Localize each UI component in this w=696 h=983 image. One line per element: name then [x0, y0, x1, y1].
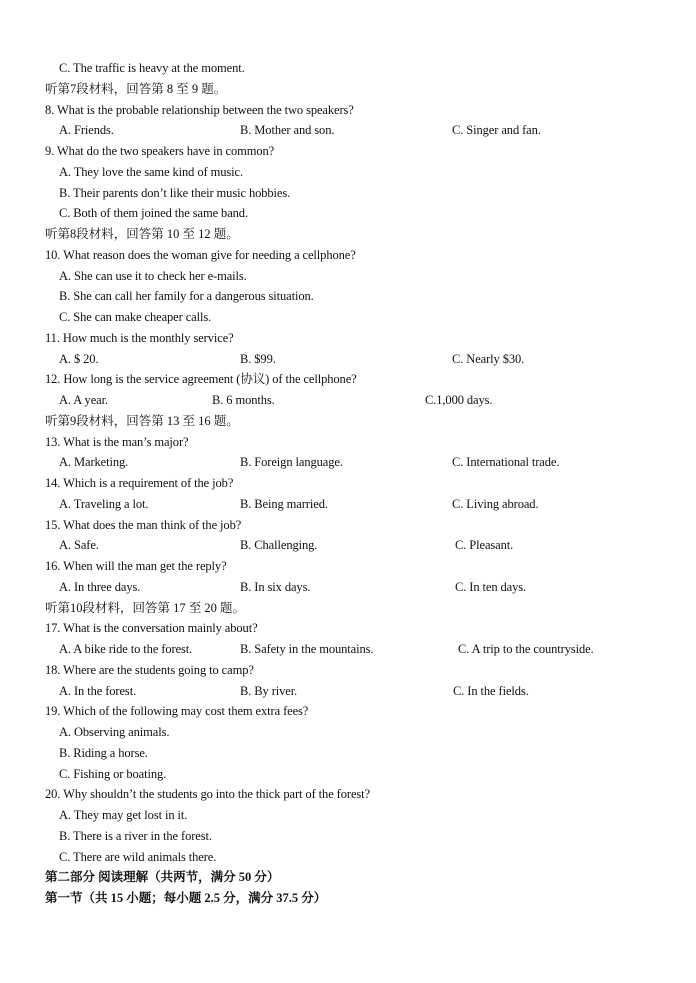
question-text: 11. How much is the monthly service? [45, 330, 234, 345]
answer-option: C. The traffic is heavy at the moment. [59, 61, 245, 75]
option-line [0, 266, 696, 287]
question-text: 12. How long is the service agreement (协议) of the cellphone? [45, 372, 357, 387]
answer-option: A. In the forest. [59, 683, 137, 698]
option-row [0, 120, 696, 141]
option-row [0, 639, 696, 660]
option-line [0, 162, 696, 183]
option-line [0, 764, 696, 785]
instruction-text: 听第7段材料，回答第 8 至 9 题。 [45, 81, 227, 96]
part-heading [0, 888, 696, 909]
answer-option: C. International trade. [452, 455, 560, 470]
answer-option: C. Pleasant. [455, 538, 514, 553]
option-line [0, 722, 696, 743]
answer-option: B. Being married. [240, 496, 328, 511]
answer-option: B. She can call her family for a dangerous situation. [59, 289, 314, 304]
option-line [0, 307, 696, 328]
option-line [0, 58, 696, 79]
instruction-text: 听第9段材料，回答第 13 至 16 题。 [45, 413, 239, 428]
answer-option: B. Riding a horse. [59, 745, 148, 760]
answer-option: B. Safety in the mountains. [240, 642, 374, 656]
answer-option: C. Fishing or boating. [59, 766, 167, 781]
answer-option: C. In ten days. [455, 579, 527, 594]
question-text: 9. What do the two speakers have in common? [45, 144, 275, 158]
question-line [0, 515, 696, 536]
answer-option: A. A year. [59, 393, 108, 407]
question-line [0, 618, 696, 639]
instruction-text: 听第10段材料，回答第 17 至 20 题。 [45, 600, 246, 615]
answer-option: A. $ 20. [59, 351, 99, 366]
answer-option: B. $99. [240, 351, 276, 366]
answer-option: C. A trip to the countryside. [458, 642, 594, 656]
answer-option: A. Traveling a lot. [59, 496, 149, 511]
answer-option: B. Their parents don’t like their music hobbies. [59, 185, 291, 200]
question-text: 20. Why shouldn’t the students go into the thick part of the forest? [45, 787, 370, 802]
option-line [0, 847, 696, 868]
section-instruction [0, 224, 696, 245]
option-row [0, 681, 696, 702]
question-line [0, 432, 696, 453]
option-row [0, 349, 696, 370]
answer-option: B. Challenging. [240, 538, 318, 553]
answer-option: B. By river. [240, 683, 298, 698]
section-instruction [0, 598, 696, 619]
answer-option: A. They love the same kind of music. [59, 164, 243, 179]
instruction-text: 听第8段材料，回答第 10 至 12 题。 [45, 227, 239, 241]
question-text: 13. What is the man’s major? [45, 434, 189, 449]
part-heading [0, 867, 696, 888]
answer-option: B. In six days. [240, 579, 311, 594]
option-row [0, 494, 696, 515]
option-line [0, 286, 696, 307]
question-text: 19. Which of the following may cost them extra fees? [45, 704, 309, 719]
answer-option: A. A bike ride to the forest. [59, 642, 193, 656]
question-line [0, 473, 696, 494]
question-line [0, 328, 696, 349]
answer-option: C.1,000 days. [425, 393, 493, 407]
answer-option: A. Observing animals. [59, 725, 170, 739]
question-line [0, 784, 696, 805]
question-text: 16. When will the man get the reply? [45, 559, 227, 573]
section-instruction [0, 79, 696, 100]
question-line [0, 369, 696, 390]
option-line [0, 826, 696, 847]
answer-option: A. She can use it to check her e-mails. [59, 268, 247, 283]
question-line [0, 100, 696, 121]
option-line [0, 203, 696, 224]
question-line [0, 660, 696, 681]
answer-option: A. They may get lost in it. [59, 808, 188, 822]
question-line [0, 245, 696, 266]
question-text: 10. What reason does the woman give for needing a cellphone? [45, 247, 356, 262]
answer-option: C. Both of them joined the same band. [59, 206, 248, 221]
option-row [0, 390, 696, 411]
option-row [0, 535, 696, 556]
section-instruction [0, 411, 696, 432]
answer-option: C. In the fields. [453, 683, 529, 698]
question-text: 18. Where are the students going to camp? [45, 662, 254, 677]
heading-text: 第二部分 阅读理解（共两节，满分 50 分） [45, 870, 280, 885]
option-row [0, 452, 696, 473]
answer-option: B. There is a river in the forest. [59, 828, 212, 843]
answer-option: C. Living abroad. [452, 496, 539, 511]
answer-option: A. In three days. [59, 579, 141, 594]
option-row [0, 577, 696, 598]
answer-option: B. Mother and son. [240, 123, 335, 138]
answer-option: C. She can make cheaper calls. [59, 310, 212, 324]
question-line [0, 556, 696, 577]
question-text: 14. Which is a requirement of the job? [45, 476, 234, 490]
question-line [0, 141, 696, 162]
question-line [0, 701, 696, 722]
answer-option: C. Nearly $30. [452, 351, 525, 366]
question-text: 17. What is the conversation mainly about? [45, 621, 258, 636]
answer-option: B. 6 months. [212, 393, 275, 407]
answer-option: A. Marketing. [59, 455, 129, 470]
answer-option: B. Foreign language. [240, 455, 343, 470]
option-line [0, 743, 696, 764]
heading-text: 第一节（共 15 小题；每小题 2.5 分，满分 37.5 分） [45, 891, 327, 905]
answer-option: A. Safe. [59, 538, 99, 553]
answer-option: C. Singer and fan. [452, 123, 541, 138]
option-line [0, 805, 696, 826]
question-text: 8. What is the probable relationship between the two speakers? [45, 102, 354, 117]
question-text: 15. What does the man think of the job? [45, 517, 242, 532]
option-line [0, 183, 696, 204]
answer-option: C. There are wild animals there. [59, 849, 217, 864]
answer-option: A. Friends. [59, 123, 114, 138]
